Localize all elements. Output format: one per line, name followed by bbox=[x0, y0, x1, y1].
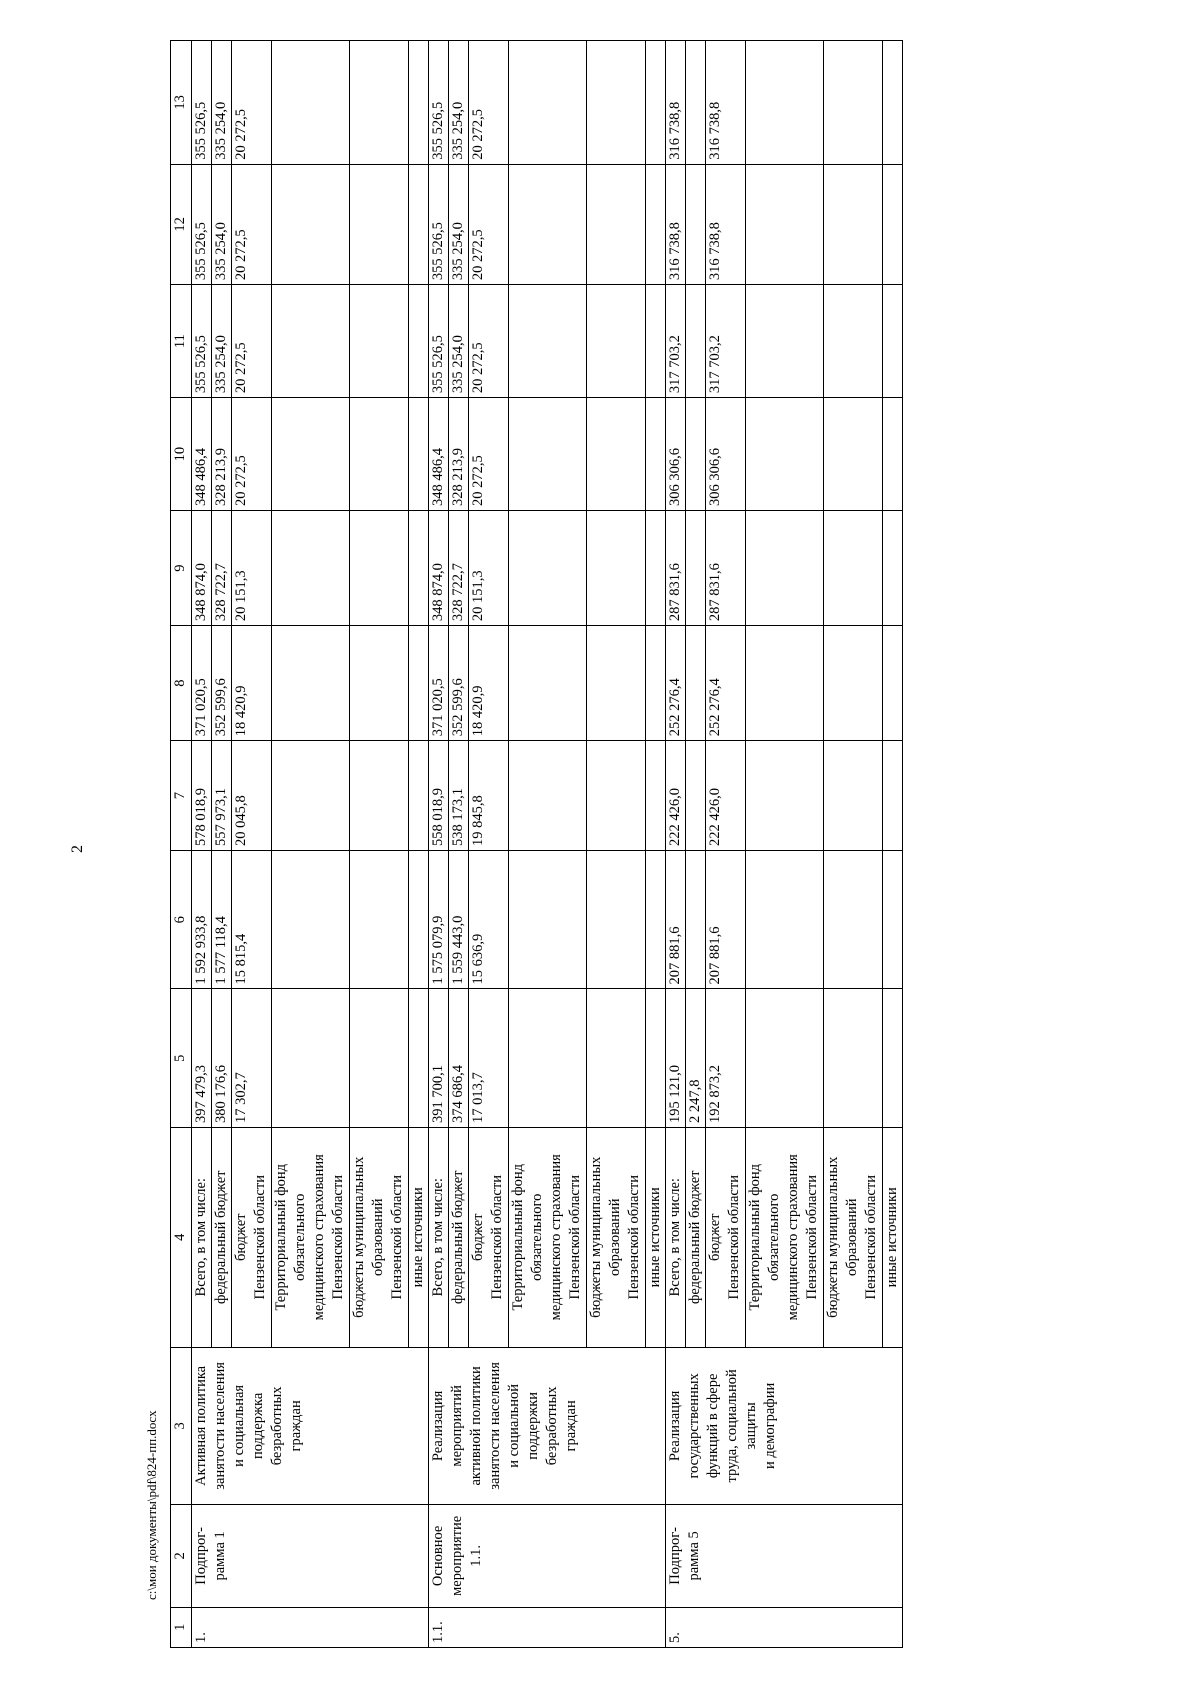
amount-cell bbox=[409, 398, 429, 511]
funding-source-cell: бюджет Пензенской области bbox=[706, 1128, 746, 1348]
funding-source-cell: бюджеты муниципальных образований Пензенской области bbox=[824, 1128, 883, 1348]
amount-cell bbox=[646, 850, 666, 989]
amount-cell bbox=[824, 850, 883, 989]
amount-cell: 538 173,1 bbox=[449, 741, 469, 851]
row-number-cell: 1. bbox=[192, 1607, 429, 1647]
amount-cell bbox=[686, 850, 706, 989]
amount-cell: 558 018,9 bbox=[429, 741, 449, 851]
amount-cell bbox=[509, 989, 587, 1128]
amount-cell: 17 013,7 bbox=[469, 989, 509, 1128]
amount-cell bbox=[587, 741, 646, 851]
amount-cell: 1 577 118,4 bbox=[212, 850, 232, 989]
amount-cell: 306 306,6 bbox=[666, 398, 686, 511]
amount-cell: 1 559 443,0 bbox=[449, 850, 469, 989]
amount-cell: 316 738,8 bbox=[706, 164, 746, 284]
funding-source-cell: Всего, в том числе: bbox=[192, 1128, 212, 1348]
amount-cell: 1 575 079,9 bbox=[429, 850, 449, 989]
amount-cell: 20 272,5 bbox=[232, 164, 272, 284]
amount-cell: 355 526,5 bbox=[429, 285, 449, 398]
funding-source-cell: бюджеты муниципальных образований Пензенской области bbox=[587, 1128, 646, 1348]
amount-cell bbox=[272, 626, 350, 741]
amount-cell bbox=[350, 511, 409, 626]
funding-source-cell: бюджеты муниципальных образований Пензенской области bbox=[350, 1128, 409, 1348]
amount-cell: 328 213,9 bbox=[449, 398, 469, 511]
column-header: 4 bbox=[171, 1128, 192, 1348]
amount-cell: 335 254,0 bbox=[449, 41, 469, 165]
amount-cell bbox=[646, 511, 666, 626]
amount-cell: 20 272,5 bbox=[232, 41, 272, 165]
amount-cell: 15 815,4 bbox=[232, 850, 272, 989]
amount-cell: 397 479,3 bbox=[192, 989, 212, 1128]
amount-cell: 335 254,0 bbox=[212, 41, 232, 165]
amount-cell bbox=[646, 41, 666, 165]
funding-source-cell: Всего, в том числе: bbox=[429, 1128, 449, 1348]
amount-cell bbox=[509, 398, 587, 511]
file-path-footer: c:\мои документы\pdf\824-пп.docx bbox=[144, 1410, 159, 1600]
amount-cell: 20 272,5 bbox=[469, 164, 509, 284]
amount-cell bbox=[746, 741, 824, 851]
amount-cell bbox=[509, 164, 587, 284]
amount-cell: 335 254,0 bbox=[449, 285, 469, 398]
amount-cell bbox=[272, 285, 350, 398]
amount-cell bbox=[746, 511, 824, 626]
amount-cell bbox=[824, 41, 883, 165]
amount-cell: 355 526,5 bbox=[429, 164, 449, 284]
funding-source-cell: федеральный бюджет bbox=[449, 1128, 469, 1348]
amount-cell: 287 831,6 bbox=[706, 511, 746, 626]
amount-cell: 328 722,7 bbox=[212, 511, 232, 626]
amount-cell: 192 873,2 bbox=[706, 989, 746, 1128]
amount-cell bbox=[883, 164, 903, 284]
amount-cell: 328 722,7 bbox=[449, 511, 469, 626]
amount-cell: 195 121,0 bbox=[666, 989, 686, 1128]
program-status-cell: Подпрог- рамма 1 bbox=[192, 1505, 429, 1607]
amount-cell bbox=[883, 511, 903, 626]
amount-cell: 380 176,6 bbox=[212, 989, 232, 1128]
amount-cell bbox=[883, 41, 903, 165]
amount-cell bbox=[746, 626, 824, 741]
amount-cell: 335 254,0 bbox=[449, 164, 469, 284]
amount-cell bbox=[587, 285, 646, 398]
amount-cell bbox=[509, 741, 587, 851]
amount-cell bbox=[686, 626, 706, 741]
amount-cell: 222 426,0 bbox=[666, 741, 686, 851]
amount-cell: 348 874,0 bbox=[192, 511, 212, 626]
amount-cell: 371 020,5 bbox=[192, 626, 212, 741]
column-header: 6 bbox=[171, 850, 192, 989]
amount-cell bbox=[746, 164, 824, 284]
funding-source-cell: бюджет Пензенской области bbox=[469, 1128, 509, 1348]
column-header: 12 bbox=[171, 164, 192, 284]
column-number-row bbox=[171, 41, 192, 1648]
amount-cell bbox=[509, 285, 587, 398]
amount-cell: 335 254,0 bbox=[212, 285, 232, 398]
amount-cell: 348 486,4 bbox=[429, 398, 449, 511]
amount-cell: 352 599,6 bbox=[212, 626, 232, 741]
funding-source-cell: Территориальный фонд обязательного медицинского страхования Пензенской области bbox=[272, 1128, 350, 1348]
amount-cell: 348 486,4 bbox=[192, 398, 212, 511]
table-row bbox=[429, 41, 449, 1648]
amount-cell: 355 526,5 bbox=[192, 164, 212, 284]
column-header: 7 bbox=[171, 741, 192, 851]
amount-cell bbox=[409, 285, 429, 398]
amount-cell bbox=[272, 850, 350, 989]
amount-cell bbox=[883, 285, 903, 398]
amount-cell: 20 151,3 bbox=[469, 511, 509, 626]
amount-cell bbox=[409, 626, 429, 741]
amount-cell: 287 831,6 bbox=[666, 511, 686, 626]
amount-cell bbox=[350, 398, 409, 511]
amount-cell: 374 686,4 bbox=[449, 989, 469, 1128]
amount-cell bbox=[883, 850, 903, 989]
amount-cell bbox=[272, 741, 350, 851]
column-header: 13 bbox=[171, 41, 192, 165]
amount-cell: 557 973,1 bbox=[212, 741, 232, 851]
amount-cell: 328 213,9 bbox=[212, 398, 232, 511]
amount-cell: 2 247,8 bbox=[686, 989, 706, 1128]
amount-cell bbox=[646, 741, 666, 851]
amount-cell: 18 420,9 bbox=[469, 626, 509, 741]
amount-cell bbox=[746, 285, 824, 398]
amount-cell bbox=[409, 41, 429, 165]
amount-cell bbox=[350, 164, 409, 284]
program-status-cell: Подпрог- рамма 5 bbox=[666, 1505, 903, 1607]
program-name-cell: Реализация государственных функций в сфере труда, социальной защиты и демографии bbox=[666, 1347, 903, 1505]
amount-cell bbox=[646, 626, 666, 741]
funding-source-cell: Территориальный фонд обязательного медицинского страхования Пензенской области bbox=[509, 1128, 587, 1348]
column-header: 10 bbox=[171, 398, 192, 511]
row-number-cell: 5. bbox=[666, 1607, 903, 1647]
amount-cell bbox=[824, 398, 883, 511]
amount-cell bbox=[883, 626, 903, 741]
program-name-cell: Реализация мероприятий активной политики занятости населения и социальной поддержки безработных граждан bbox=[429, 1347, 666, 1505]
amount-cell bbox=[646, 285, 666, 398]
table-body bbox=[192, 41, 903, 1648]
amount-cell: 391 700,1 bbox=[429, 989, 449, 1128]
amount-cell bbox=[350, 626, 409, 741]
column-header: 11 bbox=[171, 285, 192, 398]
amount-cell bbox=[646, 398, 666, 511]
page-number: 2 bbox=[69, 845, 86, 853]
amount-cell bbox=[350, 850, 409, 989]
amount-cell bbox=[409, 511, 429, 626]
amount-cell bbox=[686, 41, 706, 165]
funding-source-cell: иные источники bbox=[646, 1128, 666, 1348]
amount-cell bbox=[883, 398, 903, 511]
amount-cell: 17 302,7 bbox=[232, 989, 272, 1128]
amount-cell: 317 703,2 bbox=[666, 285, 686, 398]
amount-cell bbox=[409, 989, 429, 1128]
amount-cell bbox=[824, 164, 883, 284]
amount-cell bbox=[272, 511, 350, 626]
column-header: 5 bbox=[171, 989, 192, 1128]
amount-cell: 306 306,6 bbox=[706, 398, 746, 511]
amount-cell bbox=[686, 285, 706, 398]
program-status-cell: Основное мероприятие 1.1. bbox=[429, 1505, 666, 1607]
amount-cell: 317 703,2 bbox=[706, 285, 746, 398]
amount-cell: 355 526,5 bbox=[192, 41, 212, 165]
amount-cell: 316 738,8 bbox=[706, 41, 746, 165]
amount-cell bbox=[746, 398, 824, 511]
amount-cell bbox=[824, 285, 883, 398]
amount-cell bbox=[272, 41, 350, 165]
funding-source-cell: иные источники bbox=[409, 1128, 429, 1348]
funding-source-cell: федеральный бюджет bbox=[686, 1128, 706, 1348]
amount-cell: 355 526,5 bbox=[429, 41, 449, 165]
funding-source-cell: федеральный бюджет bbox=[212, 1128, 232, 1348]
amount-cell bbox=[587, 398, 646, 511]
amount-cell: 20 151,3 bbox=[232, 511, 272, 626]
amount-cell: 578 018,9 bbox=[192, 741, 212, 851]
amount-cell bbox=[509, 511, 587, 626]
amount-cell bbox=[824, 989, 883, 1128]
amount-cell bbox=[587, 989, 646, 1128]
amount-cell: 19 845,8 bbox=[469, 741, 509, 851]
amount-cell: 222 426,0 bbox=[706, 741, 746, 851]
amount-cell bbox=[409, 850, 429, 989]
amount-cell: 15 636,9 bbox=[469, 850, 509, 989]
amount-cell bbox=[509, 850, 587, 989]
amount-cell: 20 272,5 bbox=[232, 398, 272, 511]
amount-cell bbox=[587, 164, 646, 284]
amount-cell: 371 020,5 bbox=[429, 626, 449, 741]
amount-cell: 252 276,4 bbox=[666, 626, 686, 741]
amount-cell: 18 420,9 bbox=[232, 626, 272, 741]
amount-cell bbox=[824, 626, 883, 741]
amount-cell bbox=[746, 41, 824, 165]
funding-source-cell: Территориальный фонд обязательного медицинского страхования Пензенской области bbox=[746, 1128, 824, 1348]
amount-cell bbox=[746, 850, 824, 989]
amount-cell bbox=[272, 164, 350, 284]
table-row bbox=[192, 41, 212, 1648]
amount-cell bbox=[409, 164, 429, 284]
amount-cell bbox=[350, 41, 409, 165]
amount-cell bbox=[587, 41, 646, 165]
amount-cell bbox=[272, 989, 350, 1128]
amount-cell bbox=[883, 989, 903, 1128]
amount-cell: 1 592 933,8 bbox=[192, 850, 212, 989]
amount-cell bbox=[409, 741, 429, 851]
amount-cell: 352 599,6 bbox=[449, 626, 469, 741]
table-row bbox=[666, 41, 686, 1648]
amount-cell bbox=[746, 989, 824, 1128]
amount-cell bbox=[587, 850, 646, 989]
amount-cell bbox=[686, 164, 706, 284]
column-header: 9 bbox=[171, 511, 192, 626]
funding-table-rotated bbox=[170, 40, 1130, 1648]
amount-cell bbox=[509, 626, 587, 741]
amount-cell bbox=[824, 511, 883, 626]
column-header: 2 bbox=[171, 1505, 192, 1607]
amount-cell: 252 276,4 bbox=[706, 626, 746, 741]
amount-cell bbox=[686, 511, 706, 626]
amount-cell bbox=[509, 41, 587, 165]
amount-cell: 20 272,5 bbox=[469, 398, 509, 511]
amount-cell: 207 881,6 bbox=[706, 850, 746, 989]
amount-cell bbox=[883, 741, 903, 851]
amount-cell bbox=[686, 741, 706, 851]
program-name-cell: Активная политика занятости населения и социальная поддержка безработных граждан bbox=[192, 1347, 429, 1505]
amount-cell: 348 874,0 bbox=[429, 511, 449, 626]
funding-table bbox=[170, 40, 903, 1648]
amount-cell bbox=[587, 511, 646, 626]
amount-cell: 20 045,8 bbox=[232, 741, 272, 851]
amount-cell bbox=[272, 398, 350, 511]
amount-cell bbox=[587, 626, 646, 741]
amount-cell bbox=[350, 741, 409, 851]
row-number-cell: 1.1. bbox=[429, 1607, 666, 1647]
column-header: 8 bbox=[171, 626, 192, 741]
amount-cell bbox=[350, 285, 409, 398]
amount-cell: 20 272,5 bbox=[232, 285, 272, 398]
amount-cell: 316 738,8 bbox=[666, 164, 686, 284]
amount-cell: 207 881,6 bbox=[666, 850, 686, 989]
amount-cell: 20 272,5 bbox=[469, 285, 509, 398]
amount-cell bbox=[646, 989, 666, 1128]
funding-source-cell: Всего, в том числе: bbox=[666, 1128, 686, 1348]
column-header: 3 bbox=[171, 1347, 192, 1505]
amount-cell: 355 526,5 bbox=[192, 285, 212, 398]
amount-cell: 20 272,5 bbox=[469, 41, 509, 165]
amount-cell bbox=[350, 989, 409, 1128]
column-header: 1 bbox=[171, 1607, 192, 1647]
funding-source-cell: бюджет Пензенской области bbox=[232, 1128, 272, 1348]
amount-cell bbox=[686, 398, 706, 511]
amount-cell: 316 738,8 bbox=[666, 41, 686, 165]
amount-cell: 335 254,0 bbox=[212, 164, 232, 284]
funding-source-cell: иные источники bbox=[883, 1128, 903, 1348]
amount-cell bbox=[646, 164, 666, 284]
amount-cell bbox=[824, 741, 883, 851]
